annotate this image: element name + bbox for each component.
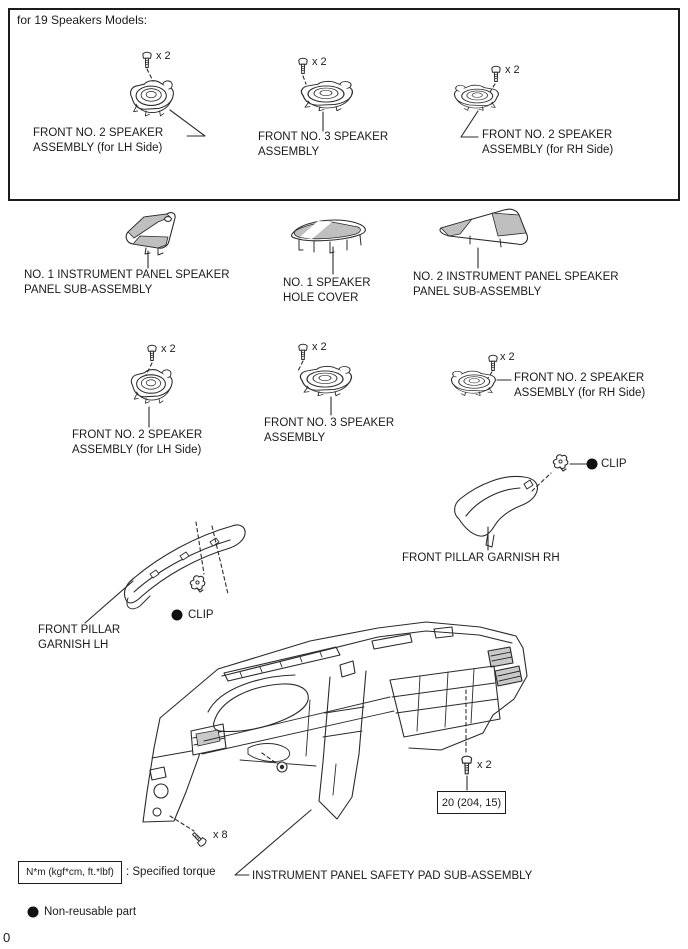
clip-label: CLIP: [601, 458, 627, 470]
part-label-instrument-panel-safety-pad: INSTRUMENT PANEL SAFETY PAD SUB-ASSEMBLY: [252, 870, 533, 882]
torque-unit-box: [18, 861, 122, 884]
clip-icon: [190, 576, 205, 592]
bolt-icon: [299, 344, 307, 359]
part-label-front-no2-speaker-rh: FRONT NO. 2 SPEAKER ASSEMBLY (for RH Side): [482, 129, 614, 156]
19-speakers-models-box: [8, 8, 680, 201]
bolt-qty-label: x 2: [312, 56, 327, 68]
non-reusable-dot: [587, 459, 598, 470]
torque-spec-value: 20 (204, 15): [441, 796, 502, 809]
non-reusable-legend-text: Non-reusable part: [44, 906, 137, 918]
part-label-front-no2-speaker-rh: FRONT NO. 2 SPEAKER ASSEMBLY (for RH Side): [514, 372, 646, 399]
torque-spec-box: [437, 791, 506, 814]
no1-instrument-panel-speaker-panel-illustration: [126, 213, 175, 255]
front-no3-speaker-illustration: [300, 366, 351, 395]
front-pillar-garnish-lh-illustration: [124, 525, 245, 609]
bolt-qty-label: x 2: [500, 351, 515, 363]
torque-legend-text: : Specified torque: [126, 866, 216, 878]
part-label-front-no2-speaker-lh: FRONT NO. 2 SPEAKER ASSEMBLY (for LH Side): [72, 429, 203, 456]
non-reusable-dot: [172, 610, 183, 621]
bolt-icon: [191, 831, 208, 848]
box-title: for 19 Speakers Models:: [17, 13, 148, 27]
leader-line: [235, 810, 311, 875]
clip-label: CLIP: [188, 609, 214, 621]
part-label-no2-ip-speaker-panel: NO. 2 INSTRUMENT PANEL SPEAKER PANEL SUB-ASSEMBLY: [413, 271, 619, 298]
part-label-front-pillar-garnish-lh: FRONT PILLAR GARNISH LH: [38, 624, 121, 651]
no1-speaker-hole-cover-illustration: [291, 220, 365, 253]
torque-unit-text: N*m (kgf*cm, ft.*lbf): [26, 867, 114, 878]
bolt-qty-label: x 2: [156, 50, 171, 62]
clip-icon: [553, 455, 568, 471]
bolt-qty-label: x 2: [312, 341, 327, 353]
page-number: 0: [3, 930, 11, 945]
screw-icon: [277, 762, 287, 772]
bolt-icon: [489, 355, 497, 370]
screw-guide-dash: [170, 816, 194, 831]
screw-qty-label: x 8: [213, 829, 228, 841]
bolt-qty-label: x 2: [477, 759, 492, 771]
bolt-icon: [148, 345, 156, 360]
bolt-icon: [462, 756, 472, 774]
part-label-front-no3-speaker: FRONT NO. 3 SPEAKER ASSEMBLY: [264, 417, 395, 444]
bolt-qty-label: x 2: [505, 64, 520, 76]
part-label-front-no2-speaker-lh: FRONT NO. 2 SPEAKER ASSEMBLY (for LH Side): [33, 127, 164, 154]
no2-instrument-panel-speaker-panel-illustration: [440, 209, 527, 247]
part-label-front-no3-speaker: FRONT NO. 3 SPEAKER ASSEMBLY: [258, 131, 389, 158]
front-no2-speaker-rh-illustration: [451, 371, 495, 395]
non-reusable-dot: [28, 907, 39, 918]
part-label-no1-ip-speaker-panel: NO. 1 INSTRUMENT PANEL SPEAKER PANEL SUB-ASSEMBLY: [24, 269, 230, 296]
part-label-front-pillar-garnish-rh: FRONT PILLAR GARNISH RH: [402, 552, 560, 564]
leader-line: [85, 581, 133, 623]
front-pillar-garnish-rh-illustration: [455, 476, 538, 547]
bolt-qty-label: x 2: [161, 343, 176, 355]
front-no2-speaker-lh-illustration: [131, 370, 172, 404]
part-label-no1-speaker-hole-cover: NO. 1 SPEAKER HOLE COVER: [283, 277, 371, 304]
